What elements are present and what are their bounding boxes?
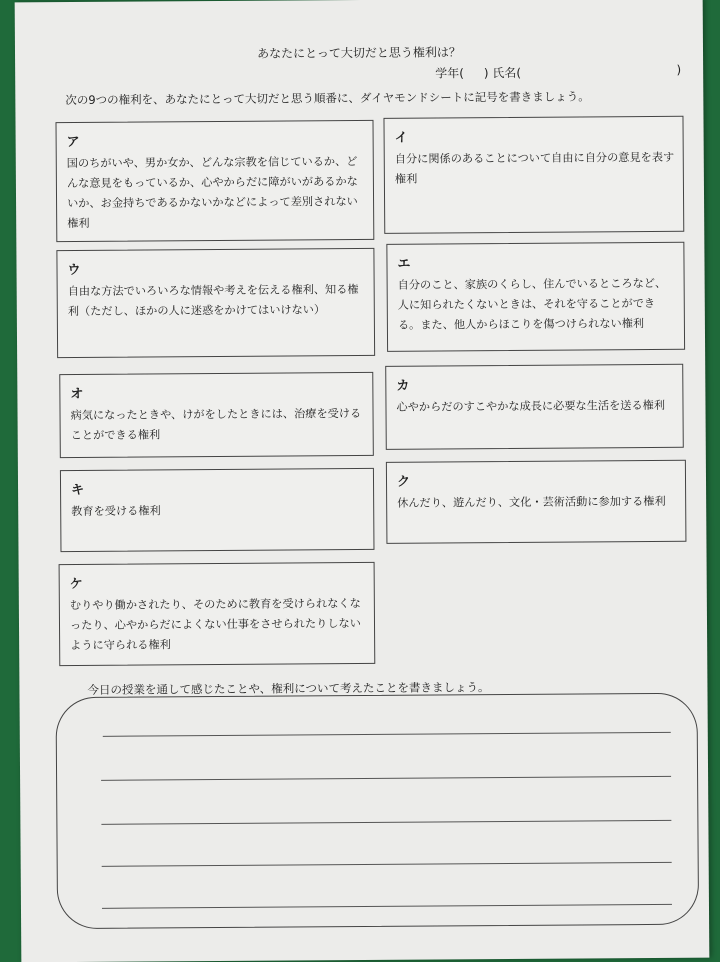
right-letter: ウ bbox=[67, 262, 81, 279]
right-text: 教育を受ける権利 bbox=[71, 504, 161, 519]
writing-line bbox=[102, 904, 672, 909]
reflection-prompt: 今日の授業を通して感じたことや、権利について考えたことを書きましょう。 bbox=[87, 680, 490, 697]
right-card-ke bbox=[59, 562, 376, 666]
right-card-e bbox=[386, 242, 685, 352]
name-label: 氏名( bbox=[492, 65, 522, 81]
right-text: 心やからだのすこやかな成長に必要な生活を送る権利 bbox=[396, 398, 666, 414]
grade-close: ) bbox=[483, 66, 489, 81]
right-text: 自由な方法でいろいろな情報や考えを伝える権利、知る権利（ただし、ほかの人に迷惑をかけてはいけない） bbox=[67, 283, 359, 319]
right-card-a bbox=[55, 120, 374, 242]
writing-line bbox=[102, 862, 672, 867]
right-text: 自分に関係のあることについて自由に自分の意見を表す権利 bbox=[394, 150, 675, 186]
right-text: むりやり働かされたり、そのために教育を受けられなくなったり、心やからだによくない仕事をさせられたりしないように守られる権利 bbox=[69, 597, 361, 653]
right-letter: ケ bbox=[69, 576, 83, 593]
writing-line bbox=[101, 820, 671, 825]
right-text: 休んだり、遊んだり、文化・芸術活動に参加する権利 bbox=[397, 494, 666, 510]
right-text: 国のちがいや、男か女か、どんな宗教を信じているか、どんな意見をもっているか、心やからだに障がいがあるかないか、お金持ちであるかないかなどによって差別されない権利 bbox=[66, 155, 358, 231]
right-letter: イ bbox=[394, 130, 408, 146]
name-line bbox=[435, 63, 695, 82]
right-letter: キ bbox=[71, 482, 85, 499]
name-close: ) bbox=[676, 62, 682, 77]
writing-line bbox=[101, 776, 671, 781]
right-card-u bbox=[56, 248, 375, 358]
grade-label: 学年( bbox=[435, 66, 464, 81]
right-letter: ク bbox=[396, 474, 411, 490]
reflection-writing-box[interactable] bbox=[56, 693, 700, 929]
right-card-ki bbox=[60, 468, 375, 552]
right-card-ku bbox=[386, 460, 687, 544]
right-card-ka bbox=[385, 364, 684, 450]
right-letter: カ bbox=[396, 378, 410, 394]
worksheet-title: あなたにとって大切だと思う権利は？ bbox=[257, 45, 461, 61]
right-card-i bbox=[383, 116, 684, 234]
writing-line bbox=[103, 732, 671, 737]
right-text: 病気になったときや、けがをしたときには、治療を受けることができる権利 bbox=[70, 407, 362, 443]
right-letter: ア bbox=[66, 134, 80, 151]
right-card-o bbox=[59, 372, 374, 458]
right-letter: オ bbox=[70, 386, 84, 403]
worksheet-paper bbox=[15, 0, 710, 962]
right-text: 自分のこと、家族のくらし、住んでいるところなど、人に知られたくないときは、それを守ることができる。また、他人からほこりを傷つけられない権利 bbox=[397, 276, 667, 332]
right-letter: エ bbox=[397, 256, 411, 272]
instruction-text: 次の9つの権利を、あなたにとって大切だと思う順番に、ダイヤモンドシートに記号を書きましょう。 bbox=[65, 89, 590, 108]
